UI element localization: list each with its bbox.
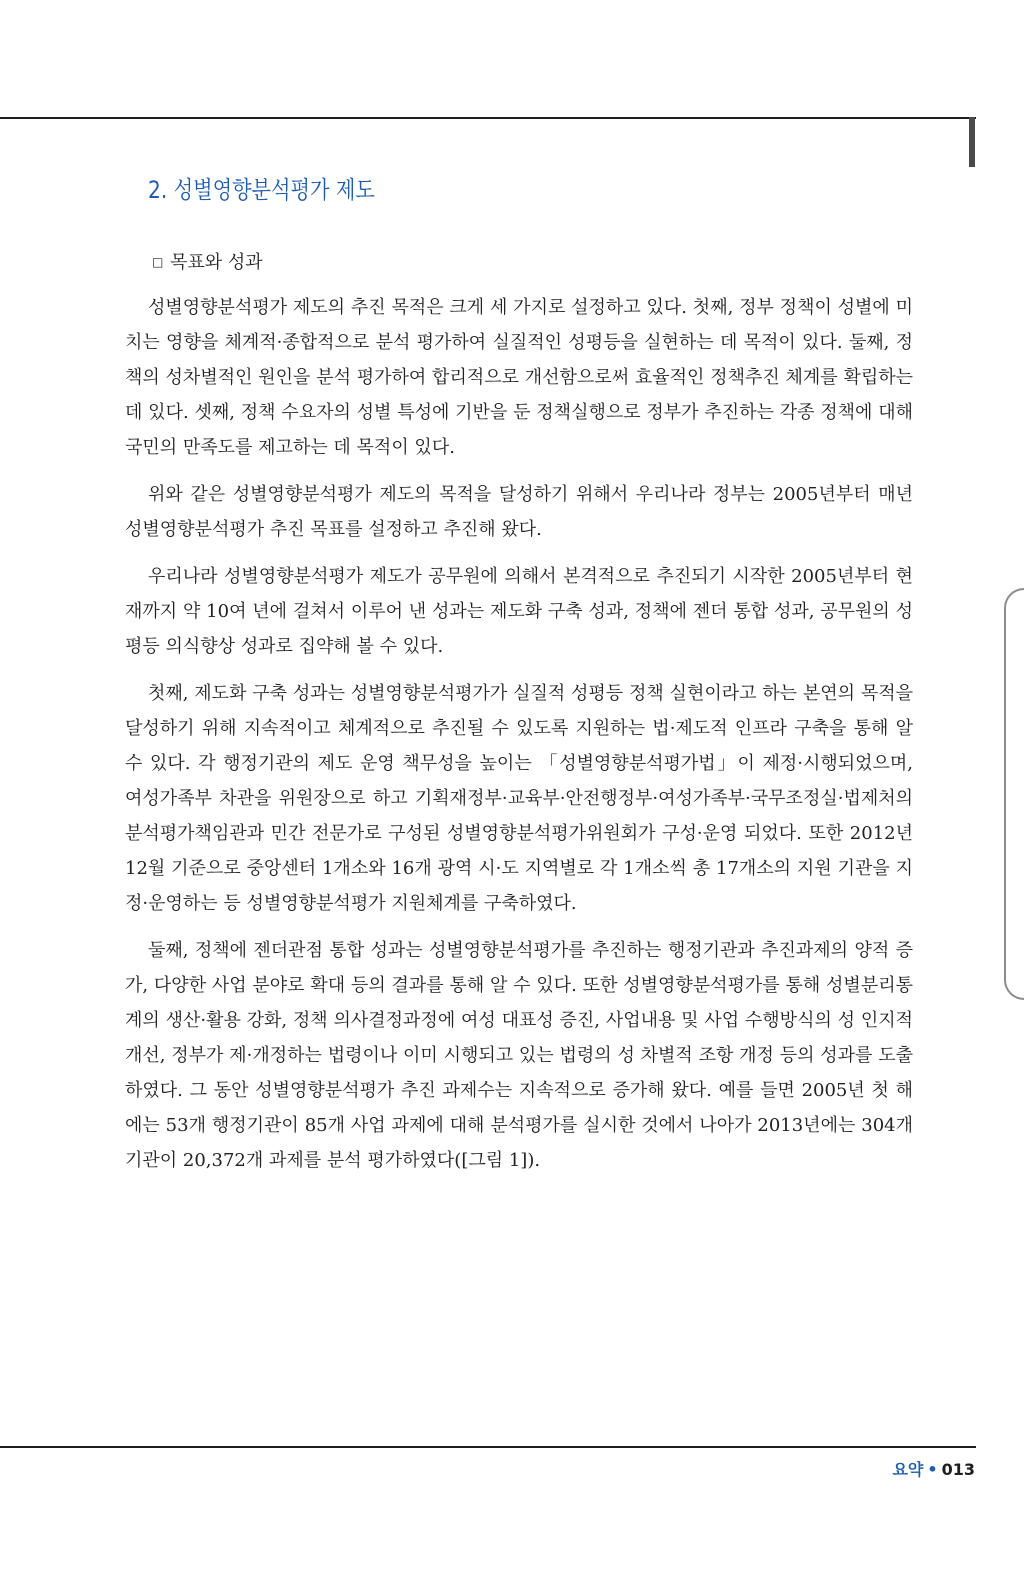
page-footer — [892, 1459, 975, 1481]
header-rule — [0, 117, 976, 119]
footer-rule — [0, 1446, 976, 1448]
footer-section-label: 요약 — [892, 1460, 924, 1479]
side-index-tab — [1004, 588, 1024, 1000]
paragraph-3: 우리나라 성별영향분석평가 제도가 공무원에 의해서 본격적으로 추진되기 시작한 2005년부터 현재까지 약 10여 년에 걸쳐서 이루어 낸 성과는 제도화 구축 성과, 정책에 젠더 통합 성과, 공무원의 성평등 의식향상 성과로 집약해 볼 수 있다. — [125, 566, 913, 657]
paragraph-2: 위와 같은 성별영향분석평가 제도의 목적을 달성하기 위해서 우리나라 정부는 2005년부터 매년 성별영향분석평가 추진 목표를 설정하고 추진해 왔다. — [125, 484, 913, 540]
header-corner-bar — [969, 117, 975, 167]
paragraph-5: 둘째, 정책에 젠더관점 통합 성과는 성별영향분석평가를 추진하는 행정기관과 추진과제의 양적 증가, 다양한 사업 분야로 확대 등의 결과를 통해 알 수 있다. 또한 성별영향분석평가를 통해 성별분리통계의 생산·활용 강화, 정책 의사결정과정에 여성 대표성 증진, 사업내용 및 사업 수행방식의 성 인지적 개선, 정부가 제·개정하는 법령이나 이미 시행되고 있는 법령의 성 차별적 조항 개정 등의 성과를 도출하였다. 그 동안 성별영향분석평가 추진 과제수는 지속적으로 증가해 왔다. 예를 들면 2005년 첫 해에는 53개 행정기관이 85개 사업 과제에 대해 분석평가를 실시한 것에서 나아가 2013년에는 304개 기관이 20,372개 과제를 분석 평가하였다([그림 1]). — [125, 940, 914, 1171]
footer-separator: • — [927, 1460, 938, 1479]
page-number: 013 — [941, 1460, 975, 1479]
body-text — [125, 290, 913, 1190]
subheading-text: 목표와 성과 — [170, 252, 263, 273]
paragraph-4: 첫째, 제도화 구축 성과는 성별영향분석평가가 실질적 성평등 정책 실현이라고 하는 본연의 목적을 달성하기 위해 지속적이고 체계적으로 추진될 수 있도록 지원하는 법·제도적 인프라 구축을 통해 알 수 있다. 각 행정기관의 제도 운영 책무성을 높이는 「성별영향분석평가법」이 제정·시행되었으며, 여성가족부 차관을 위원장으로 하고 기획재정부·교육부·안전행정부·여성가족부·국무조정실·법제처의 분석평가책임관과 민간 전문가로 구성된 성별영향분석평가위원회가 구성·운영 되었다. 또한 2012년 12월 기준으로 중앙센터 1개소와 16개 광역 시·도 지역별로 각 1개소씩 총 17개소의 지원 기관을 지정·운영하는 등 성별영향분석평가 지원체계를 구축하였다. — [125, 683, 913, 914]
paragraph-1: 성별영향분석평가 제도의 추진 목적은 크게 세 가지로 설정하고 있다. 첫째, 정부 정책이 성별에 미치는 영향을 체계적·종합적으로 분석 평가하여 실질적인 성평등을 실현하는 데 목적이 있다. 둘째, 정책의 성차별적인 원인을 분석 평가하여 합리적으로 개선함으로써 효율적인 정책추진 체계를 확립하는데 있다. 셋째, 정책 수요자의 성별 특성에 기반을 둔 정책실행으로 정부가 추진하는 각종 정책에 대해 국민의 만족도를 제고하는 데 목적이 있다. — [125, 297, 913, 458]
square-bullet-icon: □ — [152, 255, 164, 269]
subheading — [152, 249, 263, 276]
section-title: 2. 성별영향분석평가 제도 — [148, 176, 375, 204]
